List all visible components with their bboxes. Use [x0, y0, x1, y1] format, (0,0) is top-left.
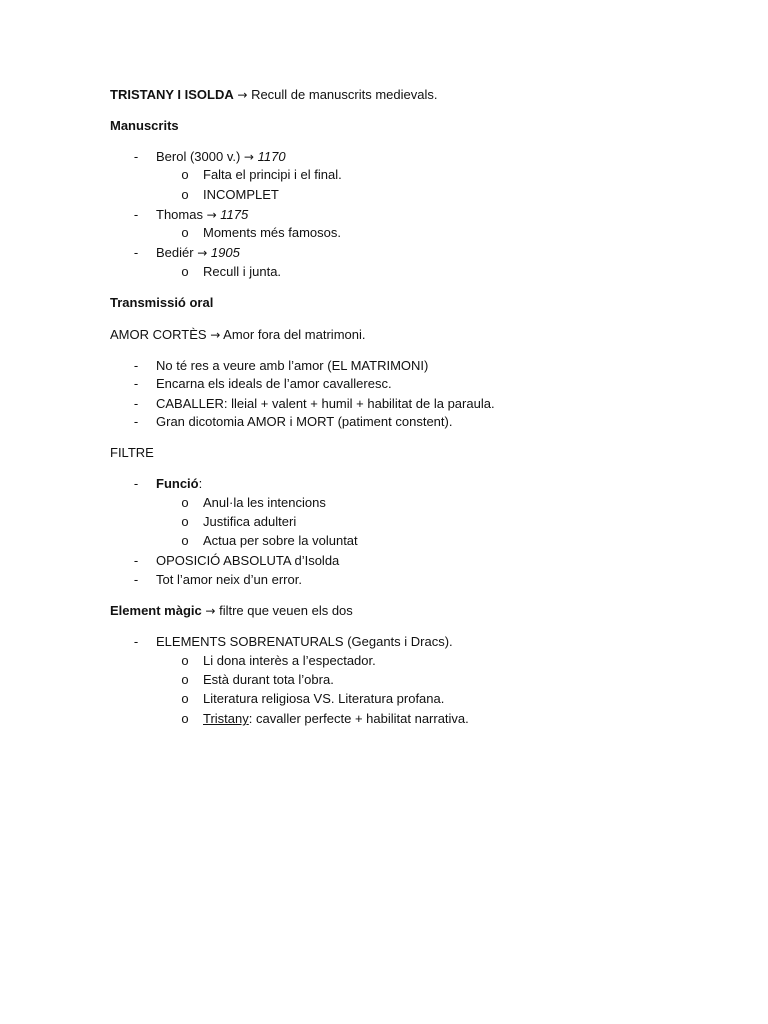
sub-item-text: INCOMPLET — [203, 187, 279, 202]
list-item — [133, 552, 340, 569]
item-text: No té res a veure amb l’amor (EL MATRIMONI) — [156, 358, 429, 373]
dash-bullet: - — [133, 149, 139, 164]
arrow-icon: → — [243, 150, 254, 164]
list-item — [133, 357, 429, 374]
dash-bullet: - — [133, 376, 139, 391]
arrow-icon: → — [205, 604, 216, 618]
amor-cortes-line — [110, 326, 365, 344]
item-text: ELEMENTS SOBRENATURALS (Gegants i Dracs). — [156, 634, 453, 649]
sub-list-item — [181, 652, 376, 669]
item-text: Encarna els ideals de l’amor cavalleresc. — [156, 376, 392, 391]
tristany-underlined: Tristany — [203, 711, 249, 726]
manuscript-name: Bediér — [156, 245, 194, 260]
sub-item-text: Literatura religiosa VS. Literatura profana. — [203, 691, 445, 706]
sub-list-item — [181, 494, 326, 511]
element-rest: filtre que veuen els dos — [219, 603, 353, 618]
circle-bullet: o — [181, 711, 189, 726]
dash-bullet: - — [133, 396, 139, 411]
item-text: Tot l’amor neix d’un error. — [156, 572, 302, 587]
manuscript-name: Berol (3000 v.) — [156, 149, 241, 164]
circle-bullet: o — [181, 167, 189, 182]
dash-bullet: - — [133, 572, 139, 587]
list-item — [133, 375, 392, 392]
list-item — [133, 206, 249, 224]
sub-item-text: Està durant tota l’obra. — [203, 672, 334, 687]
dash-bullet: - — [133, 245, 139, 260]
sub-list-item — [181, 166, 342, 183]
sub-list-item — [181, 690, 445, 707]
sub-item-text: Recull i junta. — [203, 264, 282, 279]
item-text: Gran dicotomia AMOR i MORT (patiment constent). — [156, 414, 453, 429]
heading-filtre: FILTRE — [110, 445, 154, 460]
dash-bullet: - — [133, 414, 139, 429]
sub-list-item — [181, 532, 358, 549]
circle-bullet: o — [181, 264, 189, 279]
manuscript-year: 1905 — [210, 245, 240, 260]
element-lead: Element màgic — [110, 603, 202, 618]
heading-transmissio-oral: Transmissió oral — [110, 295, 214, 310]
sub-item-text: Li dona interès a l’espectador. — [203, 653, 376, 668]
title-rest: Recull de manuscrits medievals. — [251, 87, 438, 102]
circle-bullet: o — [181, 225, 189, 240]
circle-bullet: o — [181, 672, 189, 687]
sub-item-text: Moments més famosos. — [203, 225, 341, 240]
manuscript-year: 1170 — [257, 149, 286, 164]
amor-rest: Amor fora del matrimoni. — [223, 327, 366, 342]
sub-list-item — [181, 263, 282, 280]
sub-list-item — [181, 710, 469, 727]
dash-bullet: - — [133, 207, 139, 222]
circle-bullet: o — [181, 653, 189, 668]
circle-bullet: o — [181, 533, 189, 548]
list-item — [133, 395, 495, 412]
item-text: CABALLER: lleial + valent + humil + habilitat de la paraula. — [156, 396, 495, 411]
dash-bullet: - — [133, 553, 139, 568]
manuscript-name: Thomas — [156, 207, 203, 222]
list-item — [133, 571, 302, 588]
circle-bullet: o — [181, 495, 189, 510]
list-item — [133, 413, 453, 430]
arrow-icon: → — [197, 246, 208, 260]
dash-bullet: - — [133, 358, 139, 373]
circle-bullet: o — [181, 187, 189, 202]
list-item — [133, 633, 453, 650]
sub-item-text: Anul·la les intencions — [203, 495, 326, 510]
arrow-icon: → — [206, 208, 217, 222]
sub-item-text: Actua per sobre la voluntat — [203, 533, 358, 548]
sub-list-item — [181, 224, 341, 241]
sub-list-item — [181, 671, 334, 688]
sub-item-text: : cavaller perfecte + habilitat narrativa. — [248, 711, 469, 726]
sub-list-item — [181, 186, 279, 203]
item-text: OPOSICIÓ ABSOLUTA d’Isolda — [156, 553, 340, 568]
sub-item-text: Falta el principi i el final. — [203, 167, 342, 182]
sub-list-item — [181, 513, 297, 530]
list-item — [133, 475, 203, 492]
dash-bullet: - — [133, 634, 139, 649]
circle-bullet: o — [181, 514, 189, 529]
manuscript-year: 1175 — [220, 207, 249, 222]
funcio-colon: : — [198, 476, 203, 491]
sub-item-text: Justifica adulteri — [203, 514, 297, 529]
arrow-icon: → — [210, 328, 221, 342]
list-item — [133, 148, 286, 166]
element-magic-line — [110, 602, 353, 620]
arrow-icon: → — [237, 88, 248, 102]
heading-manuscrits: Manuscrits — [110, 118, 179, 133]
funcio-label: Funció — [156, 476, 199, 491]
list-item — [133, 244, 240, 262]
circle-bullet: o — [181, 691, 189, 706]
amor-lead: AMOR CORTÈS — [110, 327, 207, 342]
title-bold: TRISTANY I ISOLDA — [110, 87, 234, 102]
dash-bullet: - — [133, 476, 139, 491]
document-title — [110, 86, 437, 104]
